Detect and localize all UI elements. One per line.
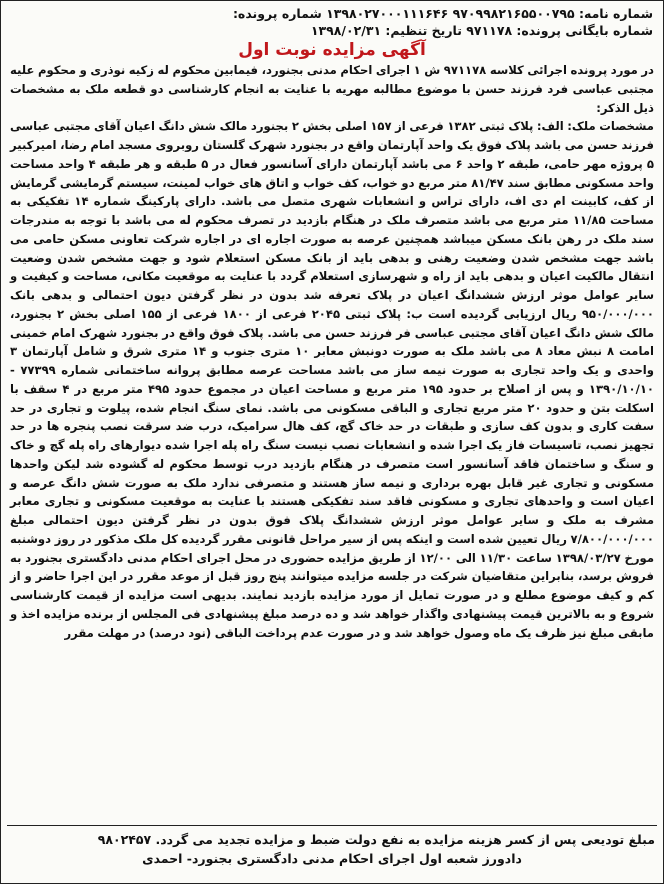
notice-header — [1, 1, 663, 39]
notice-body — [1, 61, 663, 642]
notice-footer — [9, 830, 655, 868]
deposit-note: مبلغ تودیعی پس از کسر هزینه مزایده به نفع دولت ضبط و مزایده تجدید می گردد. ۹۸۰۲۴۵۷ — [97, 832, 655, 847]
case-number-line: شماره نامه: ۹۷۰۹۹۸۲۱۶۵۵۰۰۷۹۵ ۱۳۹۸۰۲۷۰۰۰۱۱۱۶۴۶ شماره پرونده: — [232, 6, 653, 21]
archive-number-line: شماره بایگانی پرونده: ۹۷۱۱۷۸ تاریخ تنظیم: ۱۳۹۸/۰۲/۳۱ — [310, 23, 653, 38]
intro-paragraph: در مورد پرونده اجرائی کلاسه ۹۷۱۱۷۸ ش ۱ اجرای احکام مدنی بجنورد، فیمابین محکوم له زکیه نوذری و محکوم علیه مجتبی عباسی فرد فرزند حسن با موضوع مطالبه مهریه با عنایت به انجام کارشناسی دو قطعه ملک به مشخصات ذیل الذکر: — [10, 63, 654, 115]
notice-title: آگهی مزایده نوبت اول — [238, 40, 426, 60]
footer-divider — [7, 825, 657, 826]
signature-line: دادورز شعبه اول اجرای احکام مدنی دادگستری بجنورد- احمدی — [142, 851, 522, 866]
property-specs-paragraph: مشخصات ملک: الف: پلاک ثبتی ۱۳۸۲ فرعی از ۱۵۷ اصلی بخش ۲ بجنورد مالک شش دانگ اعیان آقای مجتبی عباسی فرزند حسن می باشد پلاک فوق یک واحد آپارتمان واقع در بجنورد شهرک گلستان روبروی مسجد امام رضا، امیرکبیر ۵ پروژه مهر حامی، طبقه ۲ واحد ۶ می باشد آپارتمان دارای آسانسور فعال در ۵ طبقه و هر طبقه ۴ واحد مساحت واحد مسکونی مطابق سند ۸۱/۴۷ متر مربع دو خواب، کف خواب و اتاق های خواب لمینت، سیستم گرمایشی گرمایش از کف، کابینت ام دی اف، دارای تراس و انشعابات شهری متصل می باشد. دارای پارکینگ شماره ۱۴ تفکیکی به مساحت ۱۱/۸۵ متر مربع می باشد متصرف ملک در هنگام بازدید در تصرف محکوم له می باشد با توجه به مندرجات سند ملک در رهن بانک مسکن میباشد همچنین عرصه به صورت اجاره ای در اجاره شرکت تعاونی مسکن حامی می باشد جهت مشخص شدن وضعیت رهنی و بدهی باید از بانک مسکن استعلام شود و جهت مشخص شدن وضعیت انتقال مالکیت اعیان و بدهی باید از راه و شهرسازی استعلام گردد با عنایت به موقعیت مکانی، مساحت و کیفیت و سایر عوامل موثر ارزش ششدانگ اعیان در پلاک تعرفه شد بدون در نظر گرفتن دیون احتمالی و بدهی بانک ۹۵۰/۰۰۰/۰۰۰ ریال ارزیابی گردیده است ب: پلاک ثبتی ۲۰۴۵ فرعی از ۱۸۰۰ فرعی از ۱۵۵ اصلی بخش ۲ بجنورد، مالک شش دانگ اعیان آقای مجتبی عباسی فر فرزند حسن می باشد. پلاک فوق واقع در بجنورد شهرک امام خمینی امامت ۸ نبش معاد ۸ می باشد ملک به صورت دونبش معابر ۱۰ متری جنوب و ۱۴ متری شرق و شامل آپارتمان ۳ واحدی و یک واحد تجاری به صورت نیمه ساز می باشد مساحت عرصه مطابق پروانه ساختمانی شماره ۷۷۳۹۹ - ۱۳۹۰/۱۰/۱۰ و پس از اصلاح بر حدود ۱۹۵ متر مربع و مساحت اعیان در مجموع حدود ۴۹۵ متر مربع در ۴ سقف با اسکلت بتن و حدود ۲۰ متر مربع تجاری و الباقی مسکونی می باشد. نمای سنگ انجام شده، پیلوت و تجاری در حد سفت کاری و بدون کف سازی و طبقات در حد خاک گچ، کف هال سرامیک، درب ضد سرقت نصب پنجره ها در حد تجهیز نصب، تاسیسات فاز یک اجرا شده و انشعابات نصب نیست سنگ راه پله اجرا شده دیوارهای راه پله گچ و خاک و سنگ و ساختمان فاقد آسانسور است متصرف در هنگام بازدید درب توسط محکوم له گشوده شد لیکن واحدها مسکونی و تجاری غیر قابل بهره برداری و نیمه ساز هستند و متصرفی ندارد ملک به صورت شش دانگ عرصه و اعیان است و واحدهای تجاری و مسکونی فاقد سند تفکیکی هستند با عنایت به موقعیت مسکونی و تجاری معابر مشرف به ملک و سایر عوامل موثر ارزش ششدانگ پلاک فوق بدون در نظر گرفتن دیون احتمالی مبلغ ۷/۸۰۰/۰۰۰/۰۰۰ ریال تعیین شده است و اینکه پس از سیر مراحل قانونی مقرر گردیده کل ملک مذکور در روز دوشنبه مورخ ۱۳۹۸/۰۳/۲۷ ساعت ۱۱/۳۰ الی ۱۲/۰۰ از طریق مزایده حضوری در محل اجرای احکام مدنی دادگستری بجنورد به فروش برسد، بنابراین متقاضیان شرکت در جلسه مزایده میتوانند پنج روز قبل از موعد مقرر در این اجرا حاضر و از کم و کیف موضوع مطلع و در صورت تمایل از مورد مزایده بازدید نمایند. بدیهی است مزایده از قیمت کارشناسی شروع و به بالاترین قیمت پیشنهادی واگذار خواهد شد و ده درصد مبلغ پیشنهادی فی المجلس از برنده مزایده اخذ و مابقی مبلغ نیز ظرف یک ماه وصول خواهد شد و در صورت عدم پرداخت الباقی (نود درصد) در مهلت مقرر — [10, 119, 655, 640]
